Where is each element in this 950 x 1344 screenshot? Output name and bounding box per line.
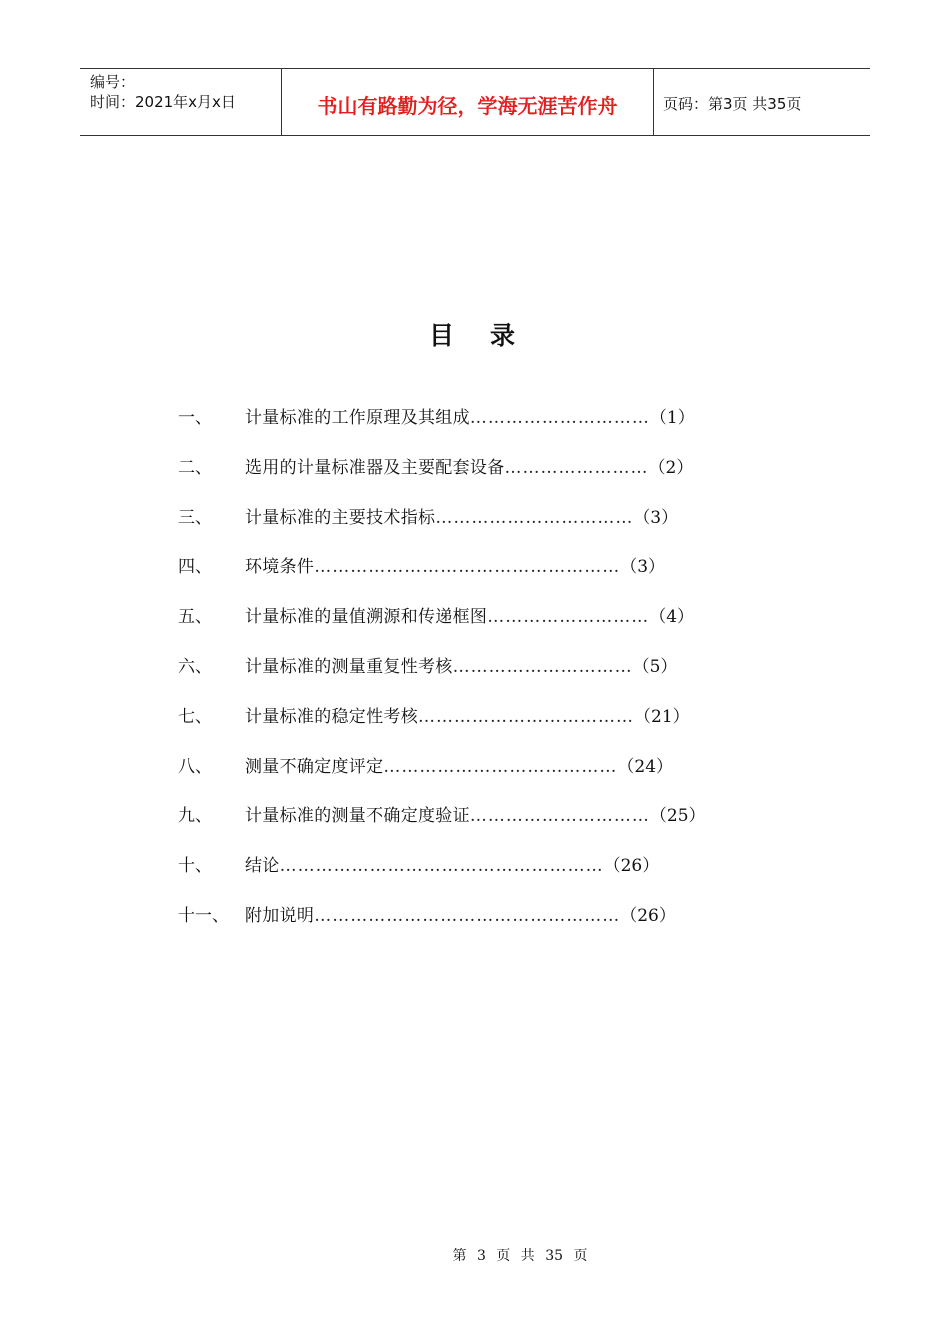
code-label: 编号： [90,73,136,91]
toc-item-page: （3） [620,557,666,578]
toc-item [178,752,706,802]
toc-item-leader: …………………………… [435,507,634,528]
toc-item-leader: ……………………… [487,607,650,628]
toc-item-title: 环境条件 [245,557,315,578]
toc-item [178,503,706,553]
toc-item-title: 计量标准的工作原理及其组成 [245,408,470,428]
toc-item-title: 计量标准的主要技术指标 [245,507,436,528]
toc-item [178,652,706,702]
motto-text: 书山有路勤为径，学海无涯苦作舟 [317,93,618,118]
toc-item-leader: ……………………………………………… [279,856,604,877]
toc-item-page: （3） [633,507,679,528]
toc-item-page: （25） [649,806,706,827]
toc-item-leader: …………………………………………… [314,905,621,926]
toc-item-number: 五、 [178,607,212,628]
header-page-cell [654,69,870,135]
toc-item-page: （4） [649,607,695,628]
toc-item-title: 附加说明 [245,905,315,926]
toc-item-leader: ………………………………… [383,756,618,777]
toc-item-number: 三、 [178,507,212,528]
document-header [80,68,870,136]
toc-item-title: 结论 [245,856,280,877]
toc-item-number: 二、 [178,457,212,478]
toc-list [178,403,706,951]
toc-item-leader: ……………………………… [418,706,634,727]
toc-item-number: 七、 [178,706,212,727]
toc-item-page: （2） [648,457,694,478]
header-motto-cell [281,69,654,135]
toc-title: 目录 [428,321,551,350]
toc-item-leader: ………………………… [469,806,650,827]
toc-item-page: （21） [634,706,690,727]
header-page-info: 页码：第3页 共35页 [663,94,802,113]
toc-item [178,403,706,453]
header-meta-cell [80,69,281,135]
toc-item-number: 十一、 [178,905,229,926]
toc-item [178,801,706,851]
toc-item [178,453,706,503]
toc-item-title: 计量标准的测量重复性考核 [245,656,453,677]
toc-item-title: 选用的计量标准器及主要配套设备 [245,457,505,478]
toc-item-number: 八、 [178,756,212,777]
toc-item-title: 计量标准的量值溯源和传递框图 [245,607,488,628]
toc-item-number: 六、 [178,656,212,677]
toc-item [178,552,706,602]
time-label: 时间：2021年x月x日 [90,93,236,111]
toc-item-title: 计量标准的测量不确定度验证 [245,806,470,827]
toc-item [178,851,706,901]
toc-item-number: 十、 [178,856,212,877]
toc-item [178,901,706,951]
toc-item-number: 四、 [178,557,212,578]
toc-item-title: 计量标准的稳定性考核 [245,706,418,727]
toc-item [178,702,706,752]
toc-item-page: （24） [617,756,674,777]
toc-item-page: （1） [649,408,695,428]
toc-item-leader: ………………………… [452,656,633,677]
page-footer: 第 3 页 共 35 页 [452,1248,588,1264]
toc-item-page: （5） [632,656,678,677]
toc-item-number: 九、 [178,806,212,827]
toc-item-leader: …………………………………………… [314,557,621,578]
toc-item-leader: …………………… [504,457,649,478]
toc-item-leader: ………………………… [469,408,650,428]
toc-item [178,602,706,652]
toc-item-number: 一、 [178,408,212,428]
toc-item-page: （26） [620,905,676,926]
toc-item-page: （26） [603,856,660,877]
toc-item-title: 测量不确定度评定 [245,756,384,777]
